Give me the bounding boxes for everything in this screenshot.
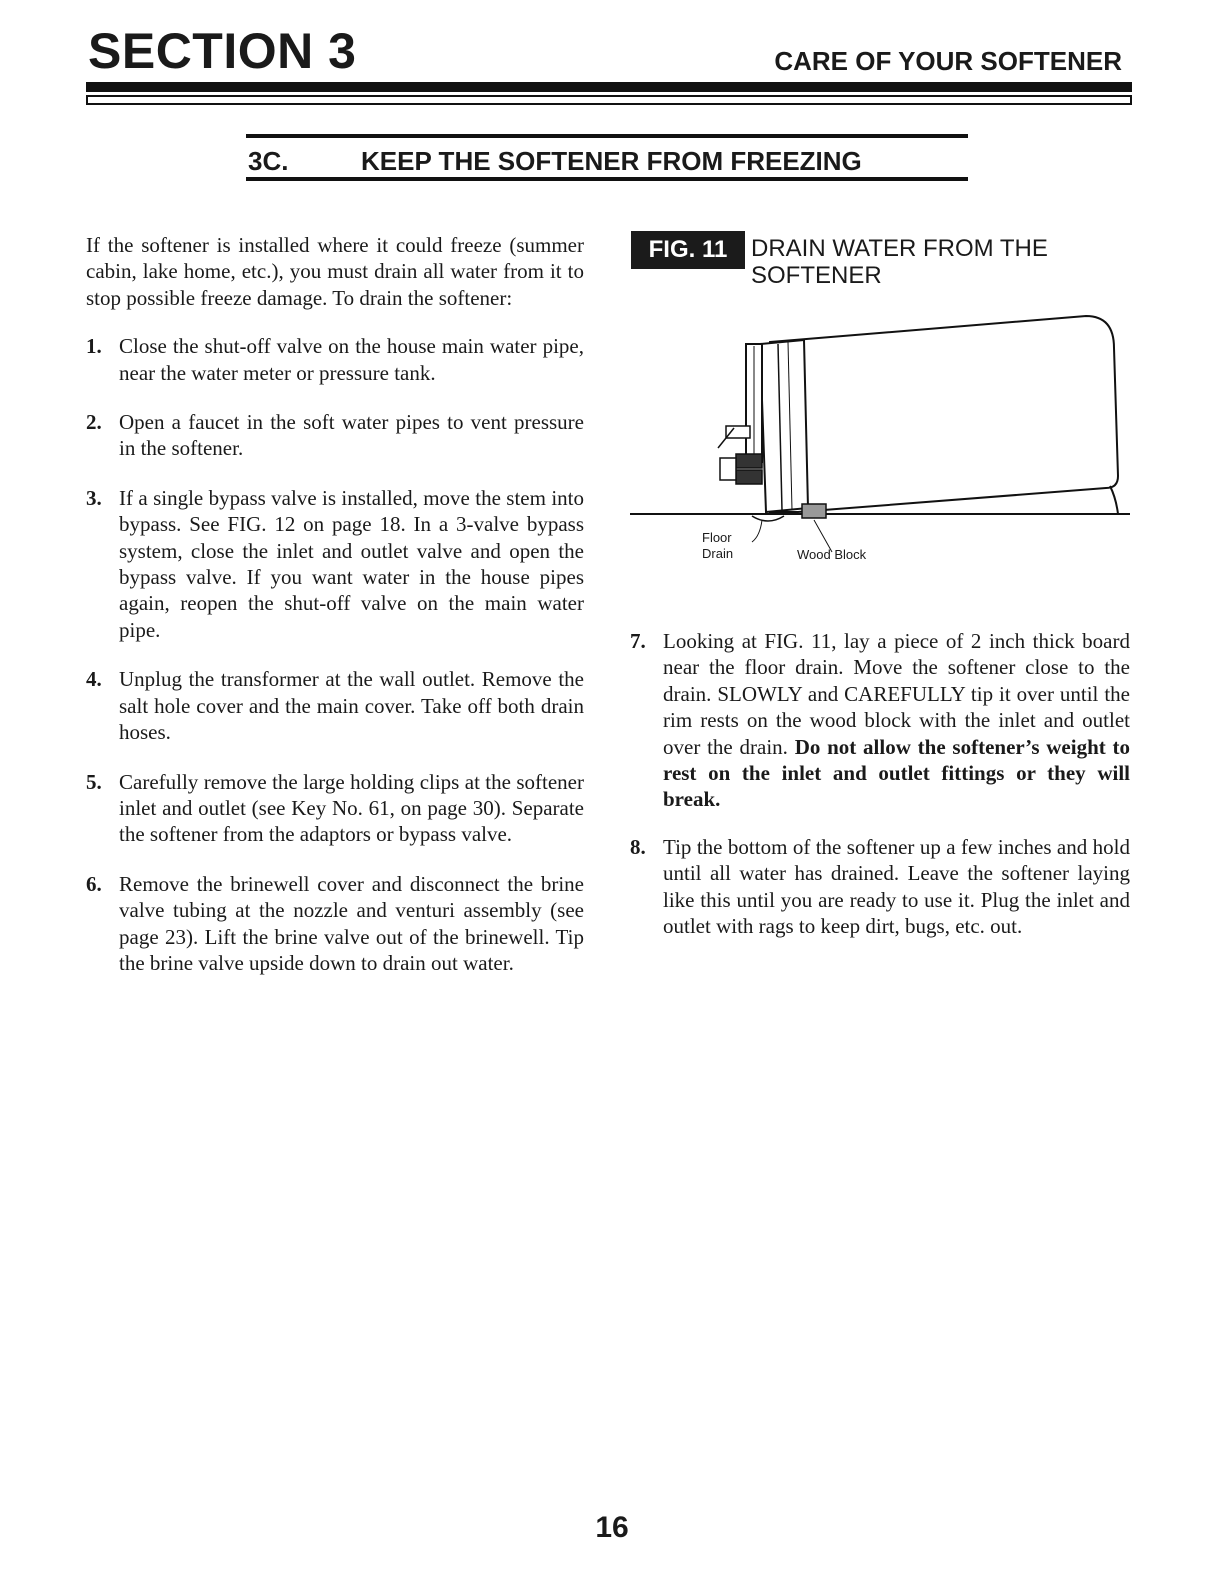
floor-drain	[752, 516, 784, 521]
steps-list-left	[86, 333, 584, 976]
step-text: Looking at FIG. 11, lay a piece of 2 inch thick board near the floor drain. Move the softener close to the drain. SLOWLY and CAREFULLY tip it over until the rim rests on the wood block with the inlet and outlet over the drain.	[663, 629, 1130, 759]
right-column	[630, 628, 1130, 939]
step-number: 7.	[630, 629, 646, 653]
step-number: 4.	[86, 667, 102, 692]
wood-block-label: Wood Block	[797, 547, 867, 562]
step-number: 1.	[86, 334, 102, 359]
left-column	[86, 232, 584, 976]
intro-paragraph: If the softener is installed where it could freeze (summer cabin, lake home, etc.), you must drain all water from it to stop possible freeze damage. To drain the softener:	[86, 233, 584, 310]
step-warning: Do not allow the softener’s weight to rest on the inlet and outlet fittings or they will break.	[663, 734, 1131, 812]
tank-rim	[760, 340, 808, 512]
step-text: Carefully remove the large holding clips at the softener inlet and outlet (see Key No. 61, on page 30). Separate the softener from the adaptors or bypass valve.	[119, 769, 584, 847]
subsection-number: 3C.	[248, 146, 289, 176]
subhead-top-rule	[246, 134, 968, 138]
step-text: Open a faucet in the soft water pipes to vent pressure in the softener.	[119, 410, 584, 461]
list-item	[86, 333, 584, 386]
brine-fitting	[726, 426, 750, 438]
wood-block	[802, 504, 826, 518]
list-item	[86, 485, 584, 643]
section-title: SECTION 3	[88, 23, 357, 79]
step-number: 8.	[630, 834, 646, 859]
list-item	[86, 409, 584, 462]
softener-tank	[770, 316, 1118, 512]
step-number: 2.	[86, 410, 102, 435]
list-item	[630, 628, 1130, 813]
inlet-fitting	[736, 454, 762, 468]
list-item	[86, 666, 584, 745]
subhead-bottom-rule	[246, 177, 968, 181]
outlet-fitting	[736, 470, 762, 484]
floor-drain-leader	[752, 520, 762, 542]
figure-caption	[751, 235, 1048, 289]
page-number: 16	[595, 1511, 629, 1544]
steps-list-right	[630, 628, 1130, 939]
step-number: 3.	[86, 485, 102, 510]
adaptor	[720, 458, 736, 480]
list-item	[86, 769, 584, 848]
floor-label-line-2: Drain	[702, 546, 734, 561]
figure-caption-line-1: DRAIN WATER FROM THE	[751, 235, 1048, 262]
step-text: Tip the bottom of the softener up a few inches and hold until all water has drained. Leave the softener laying like this until you are ready to use it. Plug the inlet and outlet with rags to keep dirt, bugs, etc. out.	[663, 834, 1130, 939]
floor-label-line-1: Floor	[702, 530, 732, 545]
header-rule-thick	[86, 82, 1132, 92]
figure-label: FIG. 11	[631, 231, 745, 269]
step-text: Close the shut-off valve on the house main water pipe, near the water meter or pressure tank.	[119, 334, 584, 385]
subsection-title: KEEP THE SOFTENER FROM FREEZING	[361, 146, 862, 176]
tank-support	[1110, 486, 1118, 514]
step-text: Unplug the transformer at the wall outlet. Remove the salt hole cover and the main cover. Take off both drain hoses.	[119, 667, 584, 745]
step-text: If a single bypass valve is installed, move the stem into bypass. See FIG. 12 on page 18. In a 3-valve bypass system, close the inlet and outlet valve and open the bypass valve. If you want water in the house pipes again, reopen the shut-off valve on the main water pipe.	[119, 485, 584, 642]
chapter-title: CARE OF YOUR SOFTENER	[774, 46, 1122, 76]
floor-drain-label	[702, 530, 733, 562]
step-number: 6.	[86, 871, 102, 896]
step-text: Remove the brinewell cover and disconnect the brine valve tubing at the nozzle and venturi assembly (see page 23). Lift the brine valve out of the brinewell. Tip the brine valve upside down to drain out water.	[119, 871, 584, 975]
step-number: 5.	[86, 769, 102, 794]
figure-caption-line-2: SOFTENER	[751, 262, 882, 289]
list-item	[86, 871, 584, 977]
header-rule-outline	[86, 95, 1132, 105]
list-item	[630, 834, 1130, 940]
